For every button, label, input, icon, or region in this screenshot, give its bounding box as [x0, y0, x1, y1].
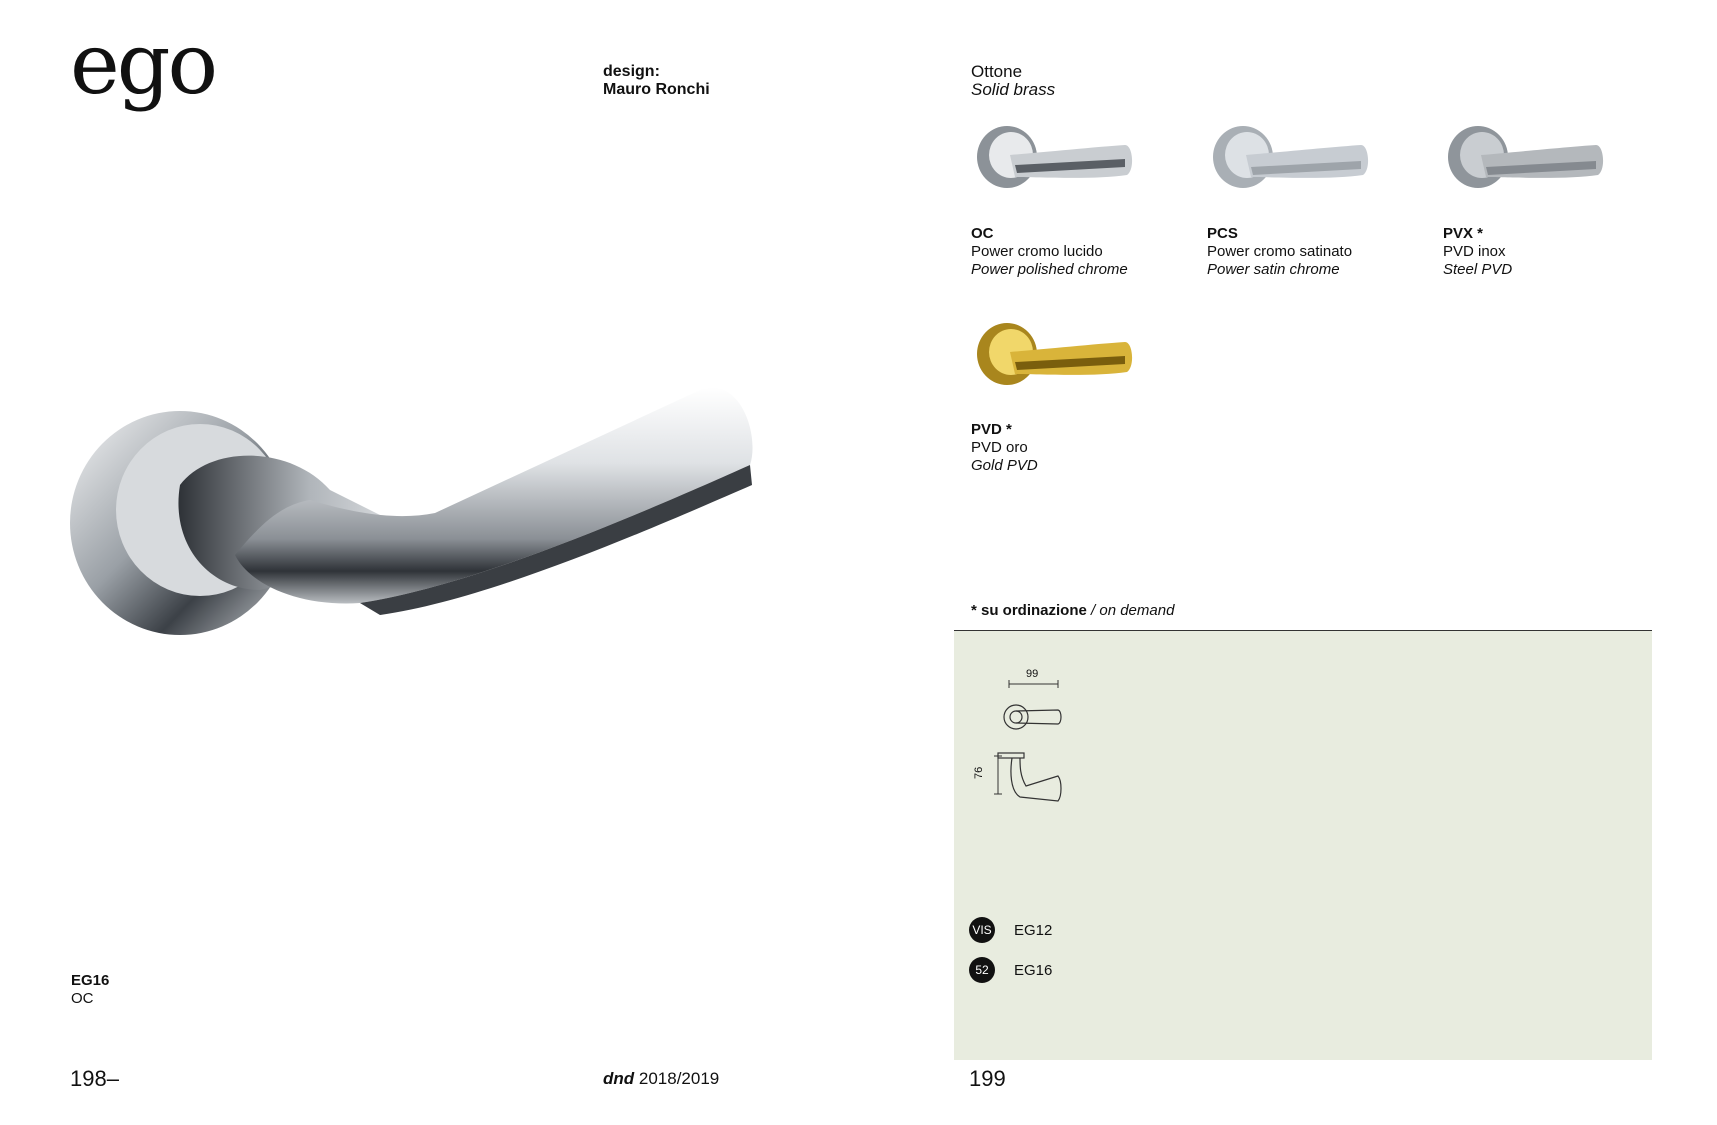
designer-credit — [603, 63, 710, 99]
material-label — [971, 63, 1055, 99]
finish-pcs-image — [1211, 125, 1371, 200]
finish-name-it: Power cromo lucido — [971, 243, 1103, 260]
finish-oc — [971, 225, 1128, 279]
main-handle-image — [60, 375, 770, 655]
model-badge-vis: VIS — [969, 917, 995, 943]
brand-title: ego — [70, 15, 216, 113]
finish-name-it: PVD oro — [971, 439, 1028, 456]
caption-finish: OC — [71, 990, 94, 1007]
finish-pvx-image — [1446, 125, 1606, 200]
dimension-drawing — [954, 631, 1154, 811]
designer-name: Mauro Ronchi — [603, 81, 710, 98]
finish-pvd — [971, 421, 1038, 475]
caption-code: EG16 — [71, 972, 110, 989]
page-number-left: 198– — [70, 1066, 119, 1091]
design-label: design: — [603, 63, 660, 80]
model-code-eg12: EG12 — [1014, 922, 1053, 939]
finish-code: PVX * — [1443, 225, 1484, 242]
dimension-height: 76 — [973, 766, 985, 779]
footer-brand — [603, 1069, 719, 1089]
finish-pvx — [1443, 225, 1512, 279]
product-caption — [71, 972, 109, 1008]
material-en: Solid brass — [971, 80, 1056, 99]
page-number-right: 199 — [969, 1066, 1006, 1091]
finish-name-en: Steel PVD — [1443, 261, 1513, 278]
on-demand-note-it: * su ordinazione — [971, 602, 1087, 619]
model-code-eg16: EG16 — [1014, 962, 1053, 979]
finish-pcs — [1207, 225, 1352, 279]
finish-code: PCS — [1207, 225, 1238, 242]
finish-oc-image — [975, 125, 1135, 200]
finish-pvd-image — [975, 322, 1135, 397]
on-demand-note — [971, 602, 1174, 619]
finish-name-en: Gold PVD — [971, 457, 1038, 474]
finish-name-en: Power satin chrome — [1207, 261, 1340, 278]
dimension-width: 99 — [1026, 668, 1039, 680]
finish-code: OC — [971, 225, 994, 242]
footer-brand-name: dnd — [603, 1069, 635, 1088]
finish-name-it: Power cromo satinato — [1207, 243, 1353, 260]
finish-name-en: Power polished chrome — [971, 261, 1128, 278]
on-demand-note-en: / on demand — [1086, 602, 1175, 619]
model-badge-52: 52 — [969, 957, 995, 983]
finish-code: PVD * — [971, 421, 1012, 438]
finish-name-it: PVD inox — [1443, 243, 1506, 260]
technical-panel — [954, 630, 1652, 1060]
material-it: Ottone — [971, 62, 1023, 81]
footer-year: 2018/2019 — [634, 1069, 720, 1088]
